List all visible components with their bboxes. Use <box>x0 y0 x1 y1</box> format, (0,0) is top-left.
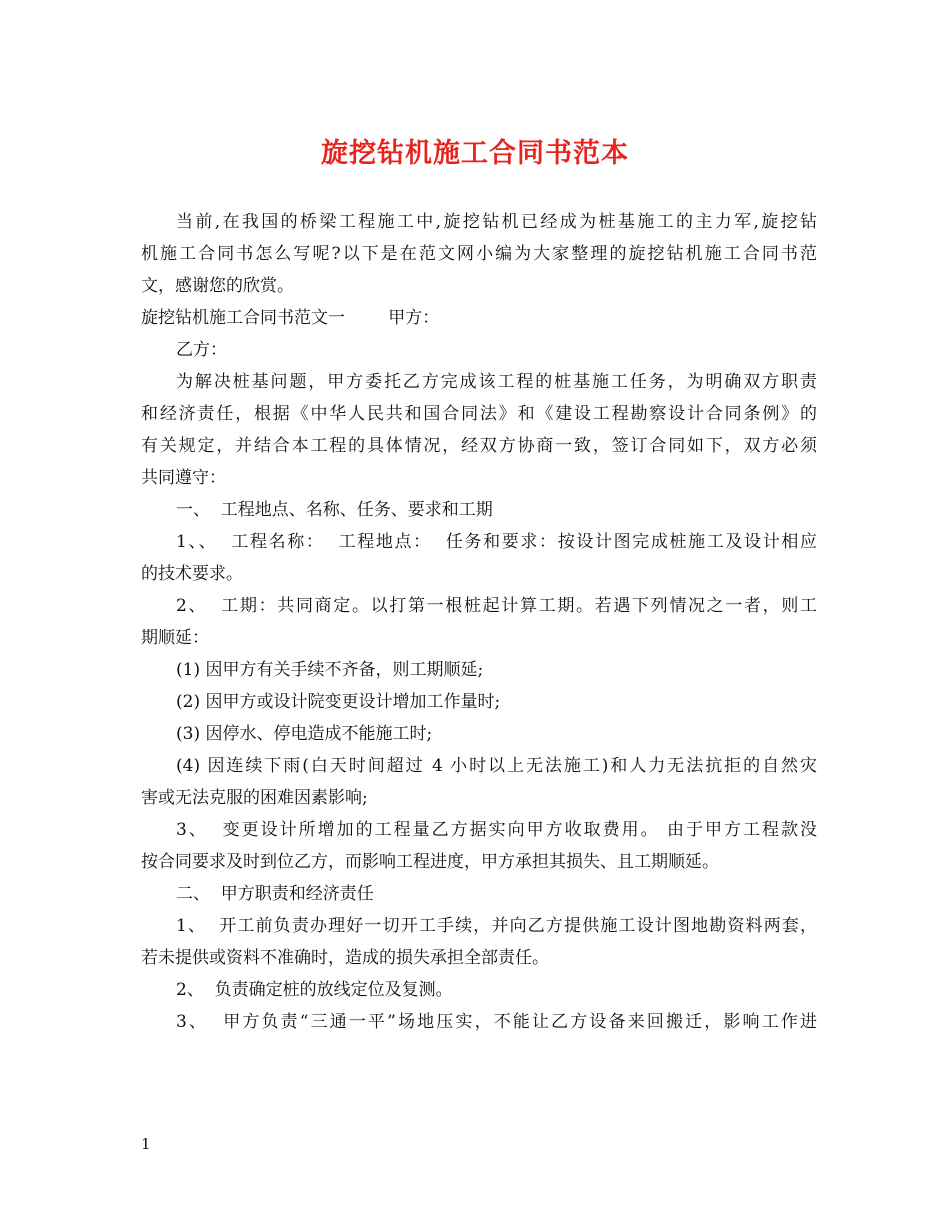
text-line: 和经济责任，根据《中华人民共和国合同法》和《建设工程勘察设计合同条例》的 <box>141 404 817 424</box>
text-line: 3、 甲方负责“三通一平”场地压实，不能让乙方设备来回搬迁，影响工作进 <box>176 1012 817 1032</box>
text-line: 有关规定，并结合本工程的具体情况，经双方协商一致，签订合同如下，双方必须 <box>141 436 817 456</box>
text-line: 按合同要求及时到位乙方，而影响工程进度，甲方承担其损失、且工期顺延。 <box>141 852 719 872</box>
text-line: (2) 因甲方或设计院变更设计增加工作量时; <box>176 692 501 712</box>
text-line: 2、 工期：共同商定。以打第一根桩起计算工期。若遇下列情况之一者，则工 <box>176 596 817 616</box>
text-line: 若未提供或资料不准确时，造成的损失承担全部责任。 <box>141 948 549 968</box>
text-line: 2、 负责确定桩的放线定位及复测。 <box>176 980 453 1000</box>
text-line: (4) 因连续下雨(白天时间超过 4 小时以上无法施工)和人力无法抗拒的自然灾 <box>176 756 817 776</box>
text-line: 一、 工程地点、名称、任务、要求和工期 <box>176 500 493 520</box>
document-body <box>141 206 817 1038</box>
text-line: 共同遵守： <box>141 468 226 488</box>
text-line: 旋挖钻机施工合同书范文一 甲方： <box>141 308 440 328</box>
text-line: 机施工合同书怎么写呢?以下是在范文网小编为大家整理的旋挖钻机施工合同书范 <box>141 244 817 264</box>
text-line: 期顺延： <box>141 628 209 648</box>
text-line: 文，感谢您的欣赏。 <box>141 276 294 296</box>
page-number: 1 <box>141 1135 151 1153</box>
text-line: 为解决桩基问题，甲方委托乙方完成该工程的桩基施工任务，为明确双方职责 <box>176 372 817 392</box>
text-line: 害或无法克服的困难因素影响; <box>141 788 368 808</box>
text-line: 乙方： <box>176 340 227 360</box>
document-title: 旋挖钻机施工合同书范本 <box>321 138 629 169</box>
text-line: 二、 甲方职责和经济责任 <box>176 884 374 904</box>
text-line: 3、 变更设计所增加的工程量乙方据实向甲方收取费用。 由于甲方工程款没 <box>176 820 817 840</box>
text-line: (1) 因甲方有关手续不齐备，则工期顺延; <box>176 660 484 680</box>
text-line: 当前,在我国的桥梁工程施工中,旋挖钻机已经成为桩基施工的主力军,旋挖钻 <box>176 212 817 232</box>
text-line: (3) 因停水、停电造成不能施工时; <box>176 724 433 744</box>
text-line: 的技术要求。 <box>141 564 243 584</box>
text-line: 1、、 工程名称： 工程地点： 任务和要求：按设计图完成桩施工及设计相应 <box>176 532 817 552</box>
text-line: 1、 开工前负责办理好一切开工手续，并向乙方提供施工设计图地勘资料两套， <box>176 916 817 936</box>
